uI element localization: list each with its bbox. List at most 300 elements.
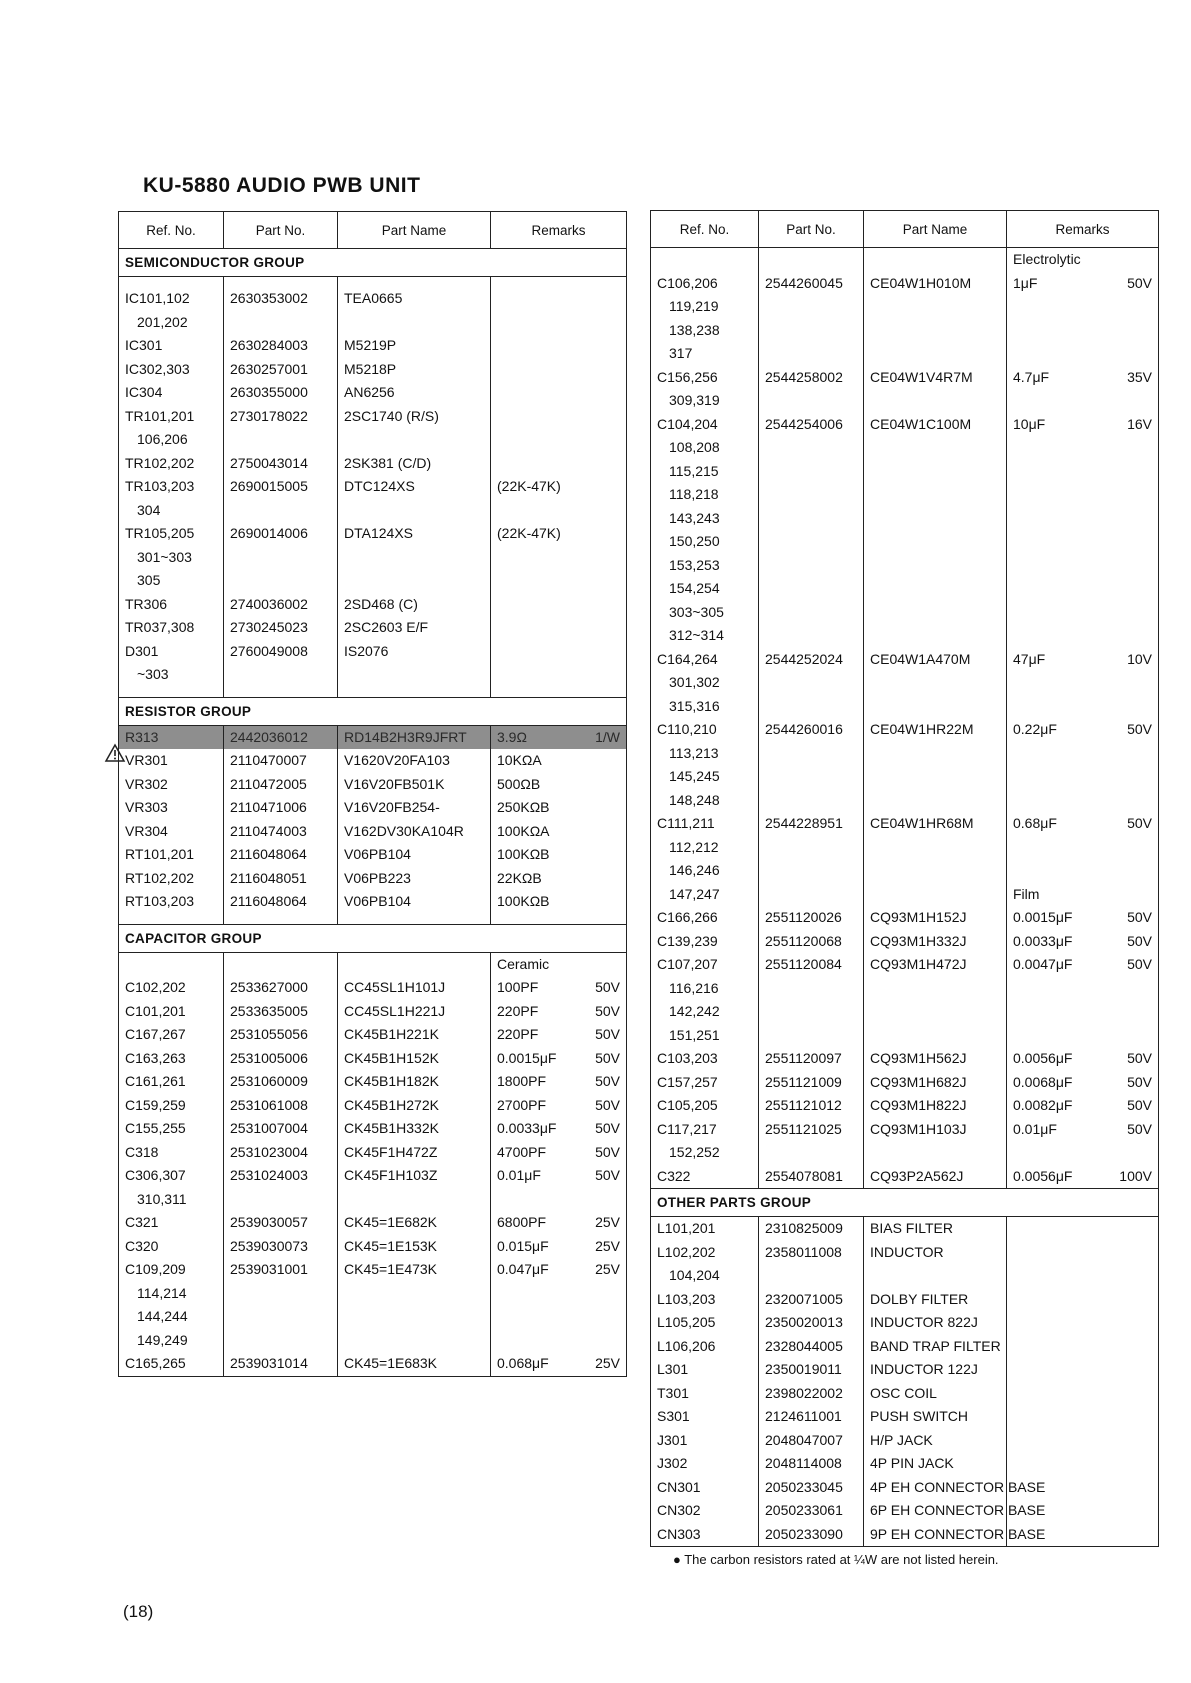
part-no-cell — [759, 577, 864, 601]
part-name-cell: V06PB104 — [338, 890, 491, 914]
remarks-cell — [1007, 577, 1159, 601]
part-no-cell — [759, 601, 864, 625]
part-name-cell: CQ93M1H682J — [864, 1071, 1007, 1095]
spacer-cell — [338, 277, 491, 288]
ref-cell: 145,245 — [651, 765, 759, 789]
part-name-cell: DTA124XS — [338, 522, 491, 546]
ref-cell: C161,261 — [119, 1070, 224, 1094]
part-no-cell: 2539031001 — [224, 1258, 338, 1282]
part-no-cell: 2328044005 — [759, 1335, 864, 1359]
remark-value: 0.68μF — [1013, 815, 1057, 831]
table-row — [119, 1352, 627, 1376]
remark-value: 1800PF — [497, 1073, 547, 1089]
part-name-cell — [338, 428, 491, 452]
table-row — [119, 1070, 627, 1094]
part-name-cell: CC45SL1H221J — [338, 1000, 491, 1024]
part-name-cell: INDUCTOR 822J — [864, 1311, 1007, 1335]
part-name-cell: CC45SL1H101J — [338, 976, 491, 1000]
table-row — [119, 405, 627, 429]
table-row — [119, 1117, 627, 1141]
ref-cell: L301 — [651, 1358, 759, 1382]
ref-cell: C117,217 — [651, 1118, 759, 1142]
remarks-cell — [491, 593, 627, 617]
remark-voltage: 50V — [595, 1026, 620, 1042]
remarks-cell — [491, 499, 627, 523]
remarks-cell — [1007, 977, 1159, 1001]
part-no-cell — [759, 295, 864, 319]
group-title: SEMICONDUCTOR GROUP — [119, 249, 627, 277]
ref-cell: C320 — [119, 1235, 224, 1259]
ref-cell: 312~314 — [651, 624, 759, 648]
part-no-cell: 2050233045 — [759, 1476, 864, 1500]
remark-voltage: 16V — [1127, 415, 1152, 432]
part-no-cell: 2533635005 — [224, 1000, 338, 1024]
part-no-cell — [224, 952, 338, 976]
table-row — [119, 1211, 627, 1235]
part-no-cell — [759, 483, 864, 507]
part-name-cell: CQ93M1H472J — [864, 953, 1007, 977]
part-name-cell: 4P PIN JACK — [864, 1452, 1007, 1476]
spacer-cell — [491, 914, 627, 925]
part-no-cell: 2539030057 — [224, 1211, 338, 1235]
remark-voltage: 50V — [595, 1120, 620, 1136]
part-no-cell: 2048114008 — [759, 1452, 864, 1476]
part-no-cell: 2551121012 — [759, 1094, 864, 1118]
table-row — [651, 1047, 1159, 1071]
remarks-cell — [491, 976, 627, 1000]
remark-value: 0.0056μF — [1013, 1167, 1073, 1184]
part-no-cell — [759, 742, 864, 766]
remarks-cell — [1007, 906, 1159, 930]
part-no-cell: 2539030073 — [224, 1235, 338, 1259]
table-row — [119, 546, 627, 570]
part-no-cell — [759, 554, 864, 578]
part-no-cell — [224, 1282, 338, 1306]
table-row — [651, 812, 1159, 836]
ref-cell — [651, 248, 759, 272]
remark-value: Film — [1013, 885, 1040, 902]
part-name-cell: CQ93M1H103J — [864, 1118, 1007, 1142]
remark-voltage: 50V — [1127, 721, 1152, 737]
remarks-cell — [1007, 483, 1159, 507]
remark-value: 100KΩB — [497, 893, 550, 909]
part-name-cell — [864, 695, 1007, 719]
part-name-cell — [864, 507, 1007, 531]
remark-value: 220PF — [497, 1026, 539, 1042]
group-capacitor — [119, 924, 627, 952]
spacer-cell — [119, 914, 224, 925]
part-no-cell — [759, 1000, 864, 1024]
part-name-cell: CQ93M1H822J — [864, 1094, 1007, 1118]
part-name-cell — [864, 671, 1007, 695]
table-row — [651, 366, 1159, 390]
ref-cell: D301 — [119, 640, 224, 664]
part-no-cell — [759, 765, 864, 789]
remark-voltage: 50V — [595, 979, 620, 995]
remarks-cell — [1007, 836, 1159, 860]
ref-cell: TR306 — [119, 593, 224, 617]
ref-cell: C157,257 — [651, 1071, 759, 1095]
part-name-cell — [864, 436, 1007, 460]
remarks-cell — [491, 725, 627, 749]
ref-cell: 315,316 — [651, 695, 759, 719]
remarks-cell — [1007, 507, 1159, 531]
ref-cell: RT102,202 — [119, 867, 224, 891]
remarks-cell — [1007, 648, 1159, 672]
part-no-cell — [224, 428, 338, 452]
part-no-cell: 2630284003 — [224, 334, 338, 358]
remarks-cell — [1007, 789, 1159, 813]
part-no-cell: 2531005006 — [224, 1047, 338, 1071]
table-row — [651, 977, 1159, 1001]
part-no-cell: 2116048064 — [224, 843, 338, 867]
table-row — [651, 1405, 1159, 1429]
remark-value: 0.068μF — [497, 1355, 549, 1371]
remarks-cell — [491, 867, 627, 891]
col-header-ref: Ref. No. — [119, 212, 224, 249]
table-row — [119, 1305, 627, 1329]
table-row — [119, 499, 627, 523]
table-row — [651, 436, 1159, 460]
col-header-remarks: Remarks — [491, 212, 627, 249]
part-no-cell — [759, 389, 864, 413]
table-row — [651, 460, 1159, 484]
remarks-cell — [1007, 1024, 1159, 1048]
remarks-cell — [491, 796, 627, 820]
remark-value: 0.015μF — [497, 1237, 549, 1254]
right-parts-table — [650, 210, 1159, 1547]
part-no-cell: 2551120068 — [759, 930, 864, 954]
table-row — [651, 483, 1159, 507]
table-row — [119, 358, 627, 382]
remark-value: 0.0033μF — [497, 1120, 557, 1136]
remark-voltage: 50V — [1127, 909, 1152, 925]
table-row — [651, 648, 1159, 672]
part-no-cell: 2750043014 — [224, 452, 338, 476]
part-no-cell: 2554078081 — [759, 1165, 864, 1189]
part-name-cell: V16V20FB501K — [338, 773, 491, 797]
group-title: CAPACITOR GROUP — [119, 924, 627, 952]
remark-value: 4700PF — [497, 1143, 547, 1160]
part-name-cell: CK45B1H221K — [338, 1023, 491, 1047]
part-name-cell: CQ93M1H332J — [864, 930, 1007, 954]
part-name-cell: H/P JACK — [864, 1429, 1007, 1453]
remark-value: 0.0047μF — [1013, 956, 1073, 972]
table-row — [651, 836, 1159, 860]
spacer-row — [119, 914, 627, 925]
part-no-cell: 2110472005 — [224, 773, 338, 797]
ref-cell: TR037,308 — [119, 616, 224, 640]
part-name-cell — [864, 483, 1007, 507]
part-name-cell — [864, 624, 1007, 648]
table-row — [651, 1452, 1159, 1476]
remarks-cell — [1007, 1358, 1159, 1382]
part-name-cell: V06PB223 — [338, 867, 491, 891]
remark-value: 4.7μF — [1013, 368, 1050, 385]
remarks-cell — [491, 522, 627, 546]
table-row — [119, 1023, 627, 1047]
ref-cell: C321 — [119, 1211, 224, 1235]
remark-value: 0.01μF — [497, 1167, 541, 1183]
part-no-cell: 2116048051 — [224, 867, 338, 891]
spacer-row — [119, 277, 627, 288]
part-no-cell: 2690015005 — [224, 475, 338, 499]
ref-cell: C104,204 — [651, 413, 759, 437]
part-no-cell: 2124611001 — [759, 1405, 864, 1429]
part-name-cell — [864, 295, 1007, 319]
table-row — [651, 1071, 1159, 1095]
table-row — [119, 1188, 627, 1212]
remarks-cell — [1007, 1047, 1159, 1071]
part-no-cell — [759, 1024, 864, 1048]
ref-cell: C166,266 — [651, 906, 759, 930]
part-no-cell — [759, 342, 864, 366]
table-row — [119, 952, 627, 976]
ref-cell: IC101,102 — [119, 287, 224, 311]
part-no-cell: 2551121009 — [759, 1071, 864, 1095]
remark-value: 0.0056μF — [1013, 1050, 1073, 1066]
table-row — [651, 930, 1159, 954]
ref-cell: R313 — [119, 725, 224, 749]
part-no-cell: 2531061008 — [224, 1094, 338, 1118]
remarks-cell — [491, 1329, 627, 1353]
part-no-cell: 2116048064 — [224, 890, 338, 914]
table-row — [651, 342, 1159, 366]
remark-value: 10KΩA — [497, 752, 542, 768]
part-name-cell — [338, 1305, 491, 1329]
part-name-cell — [338, 546, 491, 570]
part-no-cell: 2110470007 — [224, 749, 338, 773]
table-row — [119, 843, 627, 867]
remark-voltage: 25V — [595, 1261, 620, 1277]
table-row — [119, 475, 627, 499]
remark-value: 2700PF — [497, 1096, 547, 1113]
part-name-cell: CE04W1HR68M — [864, 812, 1007, 836]
part-name-cell: 2SD468 (C) — [338, 593, 491, 617]
table-header-row — [119, 212, 627, 249]
remark-value: 220PF — [497, 1002, 539, 1019]
part-no-cell: 2531007004 — [224, 1117, 338, 1141]
remark-value: 250KΩB — [497, 799, 550, 815]
ref-cell: C159,259 — [119, 1094, 224, 1118]
remarks-cell — [1007, 295, 1159, 319]
table-header-row — [651, 211, 1159, 248]
remarks-cell — [1007, 366, 1159, 390]
part-no-cell: 2690014006 — [224, 522, 338, 546]
ref-cell: S301 — [651, 1405, 759, 1429]
table-row — [651, 1118, 1159, 1142]
part-no-cell — [759, 859, 864, 883]
part-no-cell — [224, 1188, 338, 1212]
part-name-cell — [338, 952, 491, 976]
part-no-cell: 2544228951 — [759, 812, 864, 836]
ref-cell: 144,244 — [119, 1305, 224, 1329]
ref-cell: 304 — [119, 499, 224, 523]
ref-cell: RT103,203 — [119, 890, 224, 914]
remarks-cell — [491, 640, 627, 664]
table-row — [651, 577, 1159, 601]
table-row — [119, 428, 627, 452]
part-no-cell: 2350019011 — [759, 1358, 864, 1382]
ref-cell: ~303 — [119, 663, 224, 687]
remarks-cell — [1007, 413, 1159, 437]
remarks-cell — [1007, 671, 1159, 695]
table-row — [651, 695, 1159, 719]
remarks-cell — [1007, 695, 1159, 719]
remark-voltage: 25V — [595, 1237, 620, 1254]
part-no-cell — [224, 569, 338, 593]
table-row — [651, 1241, 1159, 1265]
ref-cell: 116,216 — [651, 977, 759, 1001]
remarks-cell — [491, 1141, 627, 1165]
part-no-cell — [759, 624, 864, 648]
ref-cell: 113,213 — [651, 742, 759, 766]
remarks-cell — [491, 890, 627, 914]
table-row — [651, 671, 1159, 695]
remarks-cell — [491, 381, 627, 405]
ref-cell: IC301 — [119, 334, 224, 358]
ref-cell: J302 — [651, 1452, 759, 1476]
part-name-cell: CK45F1H103Z — [338, 1164, 491, 1188]
remarks-cell — [1007, 859, 1159, 883]
table-row — [651, 1335, 1159, 1359]
part-name-cell: CK45=1E473K — [338, 1258, 491, 1282]
table-row — [119, 867, 627, 891]
table-row — [651, 507, 1159, 531]
ref-cell: C318 — [119, 1141, 224, 1165]
spacer-cell — [338, 687, 491, 698]
table-row — [119, 725, 627, 749]
part-name-cell — [864, 601, 1007, 625]
part-no-cell — [759, 977, 864, 1001]
table-row — [119, 311, 627, 335]
part-name-cell: DTC124XS — [338, 475, 491, 499]
part-name-cell — [864, 554, 1007, 578]
part-name-cell: 2SK381 (C/D) — [338, 452, 491, 476]
table-row — [651, 295, 1159, 319]
part-no-cell: 2350020013 — [759, 1311, 864, 1335]
ref-cell: CN301 — [651, 1476, 759, 1500]
part-name-cell — [864, 789, 1007, 813]
part-name-cell: CK45B1H272K — [338, 1094, 491, 1118]
remark-value: 0.0015μF — [497, 1049, 557, 1066]
ref-cell: 115,215 — [651, 460, 759, 484]
remarks-cell — [1007, 765, 1159, 789]
part-name-cell: INDUCTOR 122J — [864, 1358, 1007, 1382]
col-header-part-name: Part Name — [864, 211, 1007, 248]
spacer-cell — [224, 914, 338, 925]
left-parts-table — [118, 211, 627, 1377]
ref-cell: 317 — [651, 342, 759, 366]
part-name-cell — [864, 460, 1007, 484]
remarks-cell — [491, 569, 627, 593]
table-row — [119, 976, 627, 1000]
remarks-cell — [1007, 624, 1159, 648]
ref-cell: C163,263 — [119, 1047, 224, 1071]
remarks-cell — [491, 475, 627, 499]
part-no-cell: 2740036002 — [224, 593, 338, 617]
part-name-cell: OSC COIL — [864, 1382, 1007, 1406]
remark-value: 22KΩB — [497, 869, 542, 886]
table-row — [651, 624, 1159, 648]
table-row — [119, 334, 627, 358]
part-name-cell — [864, 1024, 1007, 1048]
table-row — [119, 749, 627, 773]
part-no-cell: 2110474003 — [224, 820, 338, 844]
part-name-cell: CE04W1A470M — [864, 648, 1007, 672]
table-row — [119, 640, 627, 664]
table-row — [651, 789, 1159, 813]
part-no-cell: 2544260045 — [759, 272, 864, 296]
remarks-cell — [1007, 601, 1159, 625]
remarks-cell — [1007, 436, 1159, 460]
ref-cell: TR101,201 — [119, 405, 224, 429]
remarks-cell — [491, 428, 627, 452]
col-header-part-no: Part No. — [224, 212, 338, 249]
remarks-cell — [491, 1047, 627, 1071]
part-no-cell: 2551121025 — [759, 1118, 864, 1142]
part-name-cell: CE04W1C100M — [864, 413, 1007, 437]
part-name-cell: CK45F1H472Z — [338, 1141, 491, 1165]
part-name-cell: CE04W1HR22M — [864, 718, 1007, 742]
table-row — [651, 1217, 1159, 1241]
ref-cell: 106,206 — [119, 428, 224, 452]
ref-cell: 153,253 — [651, 554, 759, 578]
part-name-cell: CK45B1H152K — [338, 1047, 491, 1071]
remarks-cell — [491, 1188, 627, 1212]
part-no-cell — [759, 319, 864, 343]
remarks-cell — [1007, 272, 1159, 296]
part-no-cell: 2551120026 — [759, 906, 864, 930]
remarks-cell — [1007, 1452, 1159, 1476]
part-name-cell: CK45=1E682K — [338, 1211, 491, 1235]
part-no-cell — [759, 789, 864, 813]
remarks-cell — [1007, 1118, 1159, 1142]
part-name-cell: CK45B1H182K — [338, 1070, 491, 1094]
part-no-cell: 2551120097 — [759, 1047, 864, 1071]
part-name-cell — [864, 836, 1007, 860]
part-name-cell — [338, 569, 491, 593]
part-no-cell: 2310825009 — [759, 1217, 864, 1241]
table-row — [119, 890, 627, 914]
remarks-cell — [1007, 342, 1159, 366]
remark-value: 3.9Ω — [497, 728, 527, 745]
remark-voltage: 1/W — [595, 728, 620, 745]
remarks-cell — [1007, 389, 1159, 413]
remarks-cell — [491, 773, 627, 797]
table-row — [651, 906, 1159, 930]
part-name-cell: 6P EH CONNECTOR BASE — [864, 1499, 1007, 1523]
part-no-cell: 2531055056 — [224, 1023, 338, 1047]
table-row — [119, 1258, 627, 1282]
part-no-cell: 2442036012 — [224, 725, 338, 749]
remark-value: 0.047μF — [497, 1261, 549, 1277]
table-row — [651, 1165, 1159, 1189]
table-row — [651, 742, 1159, 766]
table-row — [651, 859, 1159, 883]
ref-cell: L105,205 — [651, 1311, 759, 1335]
ref-cell: C139,239 — [651, 930, 759, 954]
part-no-cell: 2358011008 — [759, 1241, 864, 1265]
remarks-cell — [1007, 1141, 1159, 1165]
spacer-row — [119, 687, 627, 698]
remark-value: 0.0068μF — [1013, 1073, 1073, 1090]
table-row — [651, 1024, 1159, 1048]
ref-cell: 142,242 — [651, 1000, 759, 1024]
part-name-cell: 4P EH CONNECTOR BASE — [864, 1476, 1007, 1500]
part-no-cell: 2048047007 — [759, 1429, 864, 1453]
remarks-cell — [1007, 554, 1159, 578]
